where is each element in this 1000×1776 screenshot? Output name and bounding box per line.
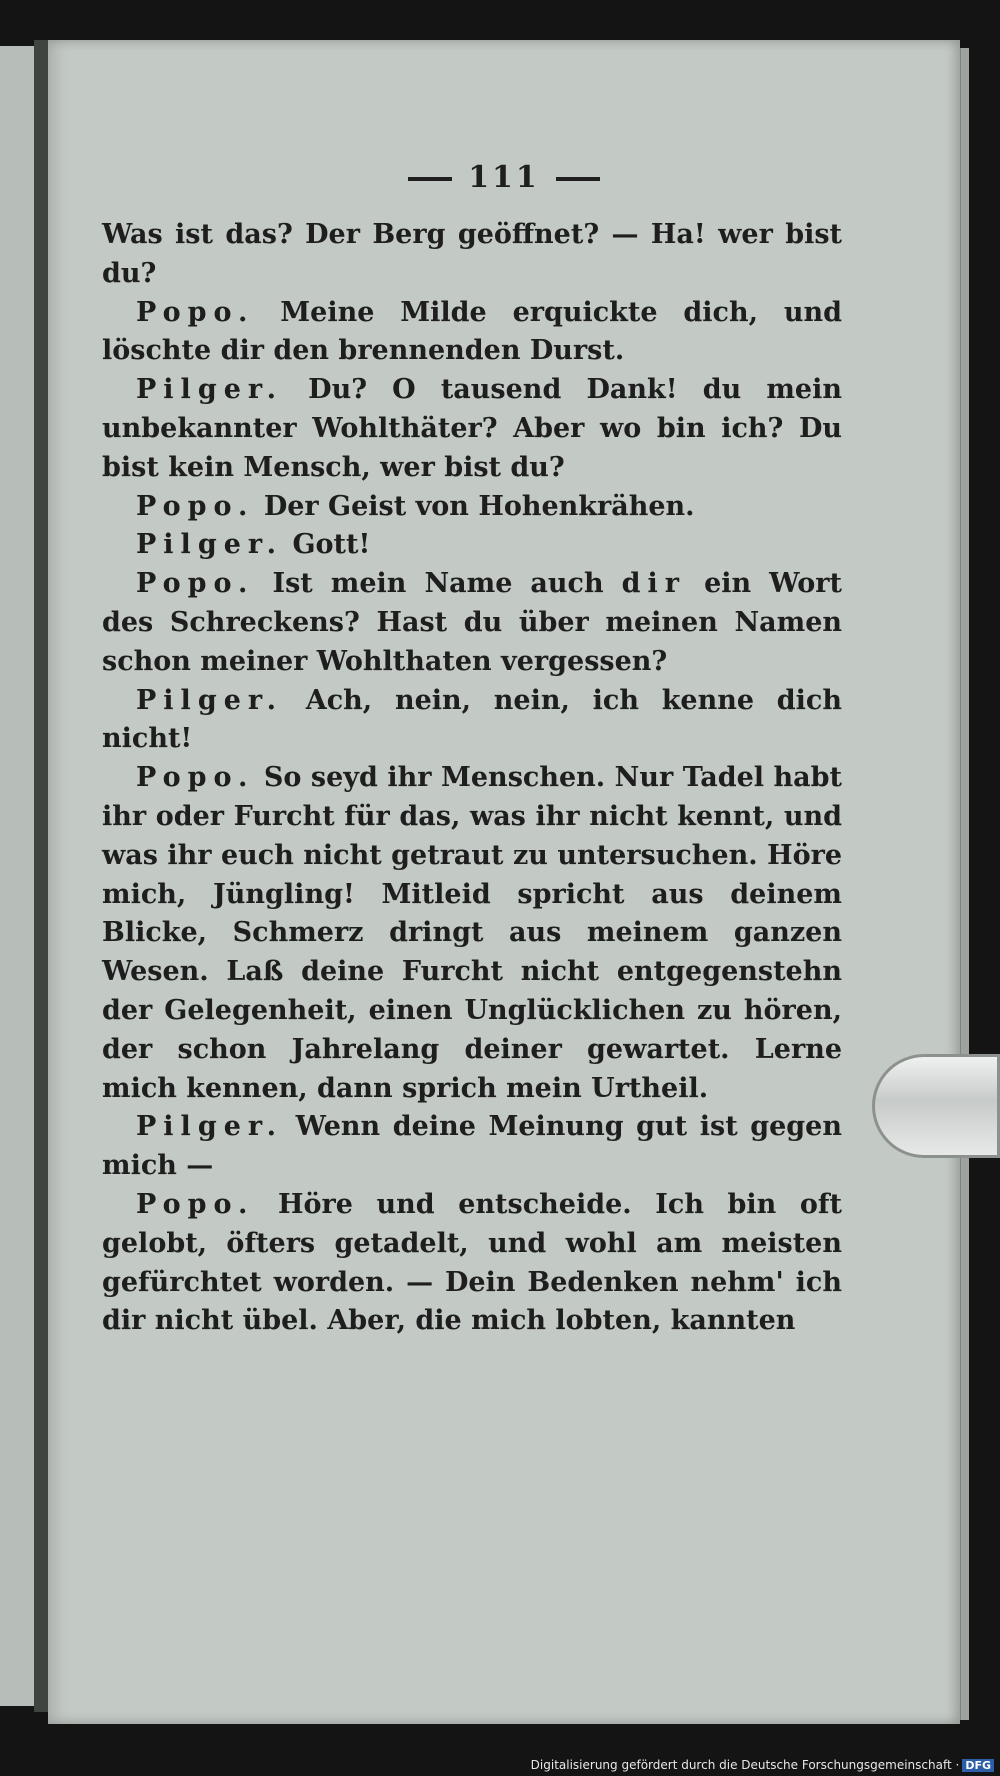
- paragraph: [102, 759, 842, 1108]
- left-page-edge: [0, 46, 34, 1706]
- speaker-label: Popo.: [136, 762, 255, 794]
- paragraph-text: Gott!: [292, 529, 371, 561]
- paragraph: [102, 216, 842, 294]
- speaker-label: Popo.: [136, 490, 255, 522]
- paragraph-text: So seyd ihr Menschen. Nur Tadel habt ihr oder Furcht für das, was ihr nicht kennt, und was ihr euch nicht getraut zu untersuchen. Höre mich, Jüngling! Mitleid spricht aus deinem Blicke, Schmerz dringt aus meinem ganzen Wesen. Laß deine Furcht nicht entgegenstehn der Gelegenheit, einen Unglücklichen zu hören, der schon Jahrelang deiner gewartet. Lerne mich kennen, dann sprich mein Urtheil.: [102, 762, 843, 1104]
- paragraph-text: Der Geist von Hohenkrähen.: [263, 490, 695, 522]
- paragraph: [102, 1186, 842, 1341]
- page-number-text: 111: [468, 160, 540, 195]
- paragraph-text: Ist mein Name auch: [272, 568, 604, 600]
- footer-credit: Digitalisierung gefördert durch die Deutsche Forschungsgemeinschaft ·: [530, 1758, 960, 1772]
- paragraph: [102, 371, 842, 487]
- speaker-label: Pilger.: [136, 1111, 284, 1143]
- speaker-label: Pilger.: [136, 374, 284, 406]
- book-page: [48, 40, 960, 1724]
- speaker-label: Popo.: [136, 1188, 255, 1220]
- paragraph-text: Was ist das? Der Berg geöffnet? — Ha! wer bist du?: [102, 219, 842, 289]
- paragraph-text: Ach, nein, nein, ich kenne dich nicht!: [102, 684, 842, 755]
- paragraph: [102, 488, 842, 527]
- page-stack-edge: [960, 48, 969, 1720]
- book-spine: [34, 40, 48, 1712]
- paragraph-text: Wenn deine Meinung gut ist gegen mich —: [102, 1111, 842, 1182]
- speaker-label: Pilger.: [136, 684, 284, 716]
- page-number: [48, 160, 960, 195]
- paragraph: [102, 526, 842, 565]
- speaker-label: Pilger.: [136, 529, 284, 561]
- digitization-footer: [531, 1758, 994, 1772]
- page-clamp: [872, 1054, 1000, 1158]
- dfg-logo: DFG: [962, 1759, 994, 1772]
- speaker-label: Popo.: [136, 568, 255, 600]
- paragraph-text: Meine Milde erquickte dich, und löschte dir den brennenden Durst.: [102, 296, 842, 367]
- page-number-rule-right: [556, 177, 600, 181]
- emphasized-word: dir: [621, 568, 687, 600]
- paragraph-text: ein Wort des Schreckens? Hast du über meinen Namen schon meiner Wohlthaten vergessen?: [102, 568, 843, 677]
- paragraph: [102, 565, 842, 681]
- paragraph: [102, 294, 842, 372]
- speaker-label: Popo.: [136, 296, 255, 328]
- paragraph: [102, 682, 842, 760]
- page-number-rule-left: [408, 177, 452, 181]
- paragraph: [102, 1108, 842, 1186]
- body-text: [102, 216, 842, 1341]
- paragraph-text: Höre und entscheide. Ich bin oft gelobt, öfters getadelt, und wohl am meisten gefürchtet worden. — Dein Bedenken nehm' ich dir nicht übel. Aber, die mich lobten, kannten: [102, 1188, 842, 1337]
- paragraph-text: Du? O tausend Dank! du mein unbekannter Wohlthäter? Aber wo bin ich? Du bist kein Mensch, wer bist du?: [102, 374, 842, 483]
